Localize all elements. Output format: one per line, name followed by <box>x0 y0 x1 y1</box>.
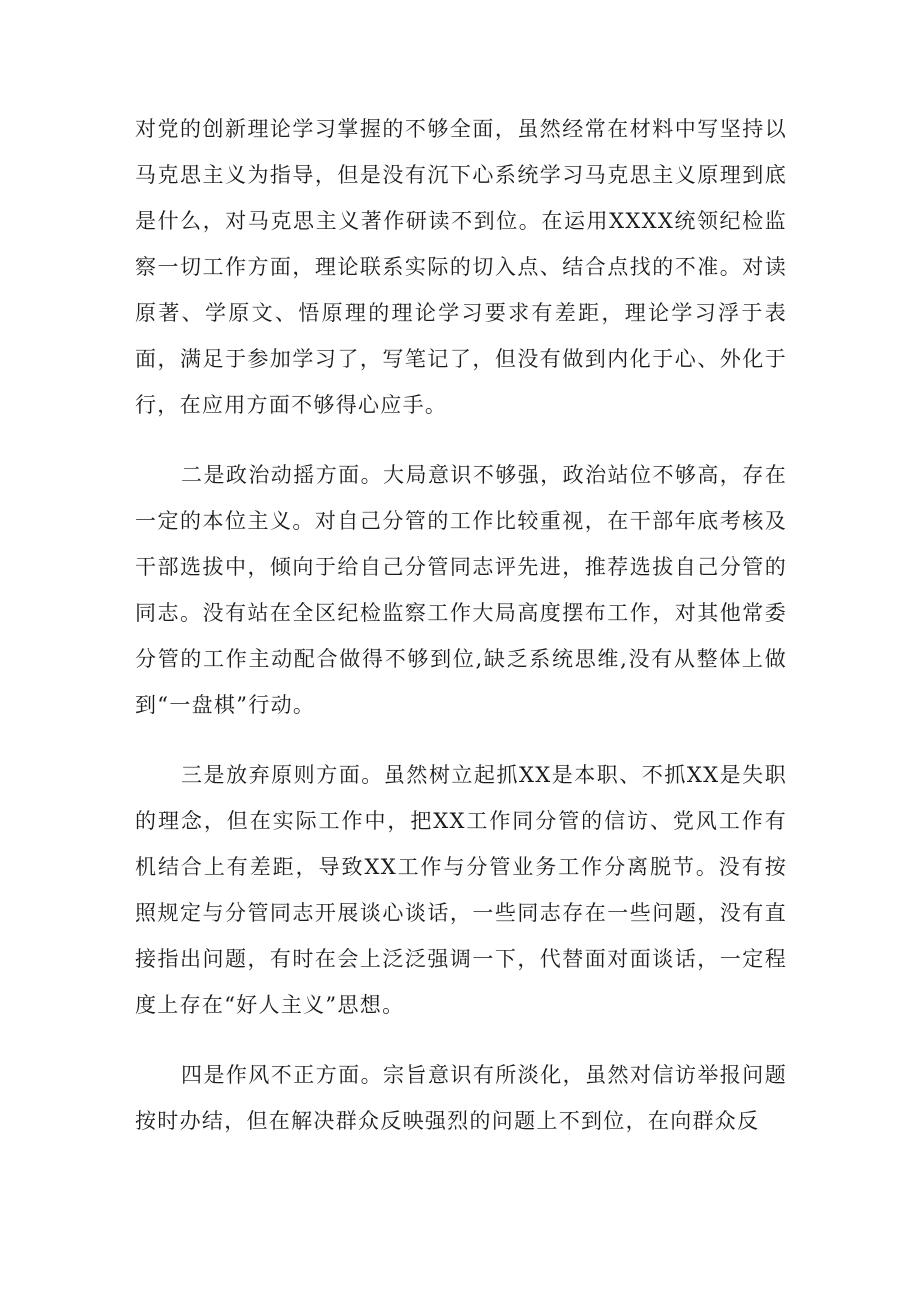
paragraph-gap <box>135 728 787 752</box>
paragraph-gap <box>135 1028 787 1052</box>
paragraph-abandoning-principles: 三是放弃原则方面。虽然树立起抓XX是本职、不抓XX是失职的理念，但在实际工作中，把XX工作同分管的信访、党风工作有机结合上有差距，导致XX工作与分管业务工作分离脱节。没有按照规定与分管同志开展谈心谈话，一些同志存在一些问题，没有直接指出问题，有时在会上泛泛强调一下，代替面对面谈话，一定程度上存在“好人主义”思想。 <box>135 763 787 1017</box>
paragraph-improper-style: 四是作风不正方面。宗旨意识有所淡化，虽然对信访举报问题按时办结，但在解决群众反映强烈的问题上不到位，在向群众反 <box>135 1063 787 1133</box>
paragraph-continued-study: 对党的创新理论学习掌握的不够全面，虽然经常在材料中写坚持以马克思主义为指导，但是没有沉下心系统学习马克思主义原理到底是什么，对马克思主义著作研读不到位。在运用XXXX统领纪检监察一切工作方面，理论联系实际的切入点、结合点找的不准。对读原著、学原文、悟原理的理论学习要求有差距，理论学习浮于表面，满足于参加学习了，写笔记了，但没有做到内化于心、外化于行，在应用方面不够得心应手。 <box>135 117 787 417</box>
paragraph-gap <box>135 428 787 452</box>
paragraph-political-wavering: 二是政治动摇方面。大局意识不够强，政治站位不够高，存在一定的本位主义。对自己分管的工作比较重视，在干部年底考核及干部选拔中，倾向于给自己分管同志评先进，推荐选拔自己分管的同志。没有站在全区纪检监察工作大局高度摆布工作，对其他常委分管的工作主动配合做得不够到位,缺乏系统思维,没有从整体上做到“一盘棋”行动。 <box>135 463 787 717</box>
document-body <box>135 106 787 1144</box>
